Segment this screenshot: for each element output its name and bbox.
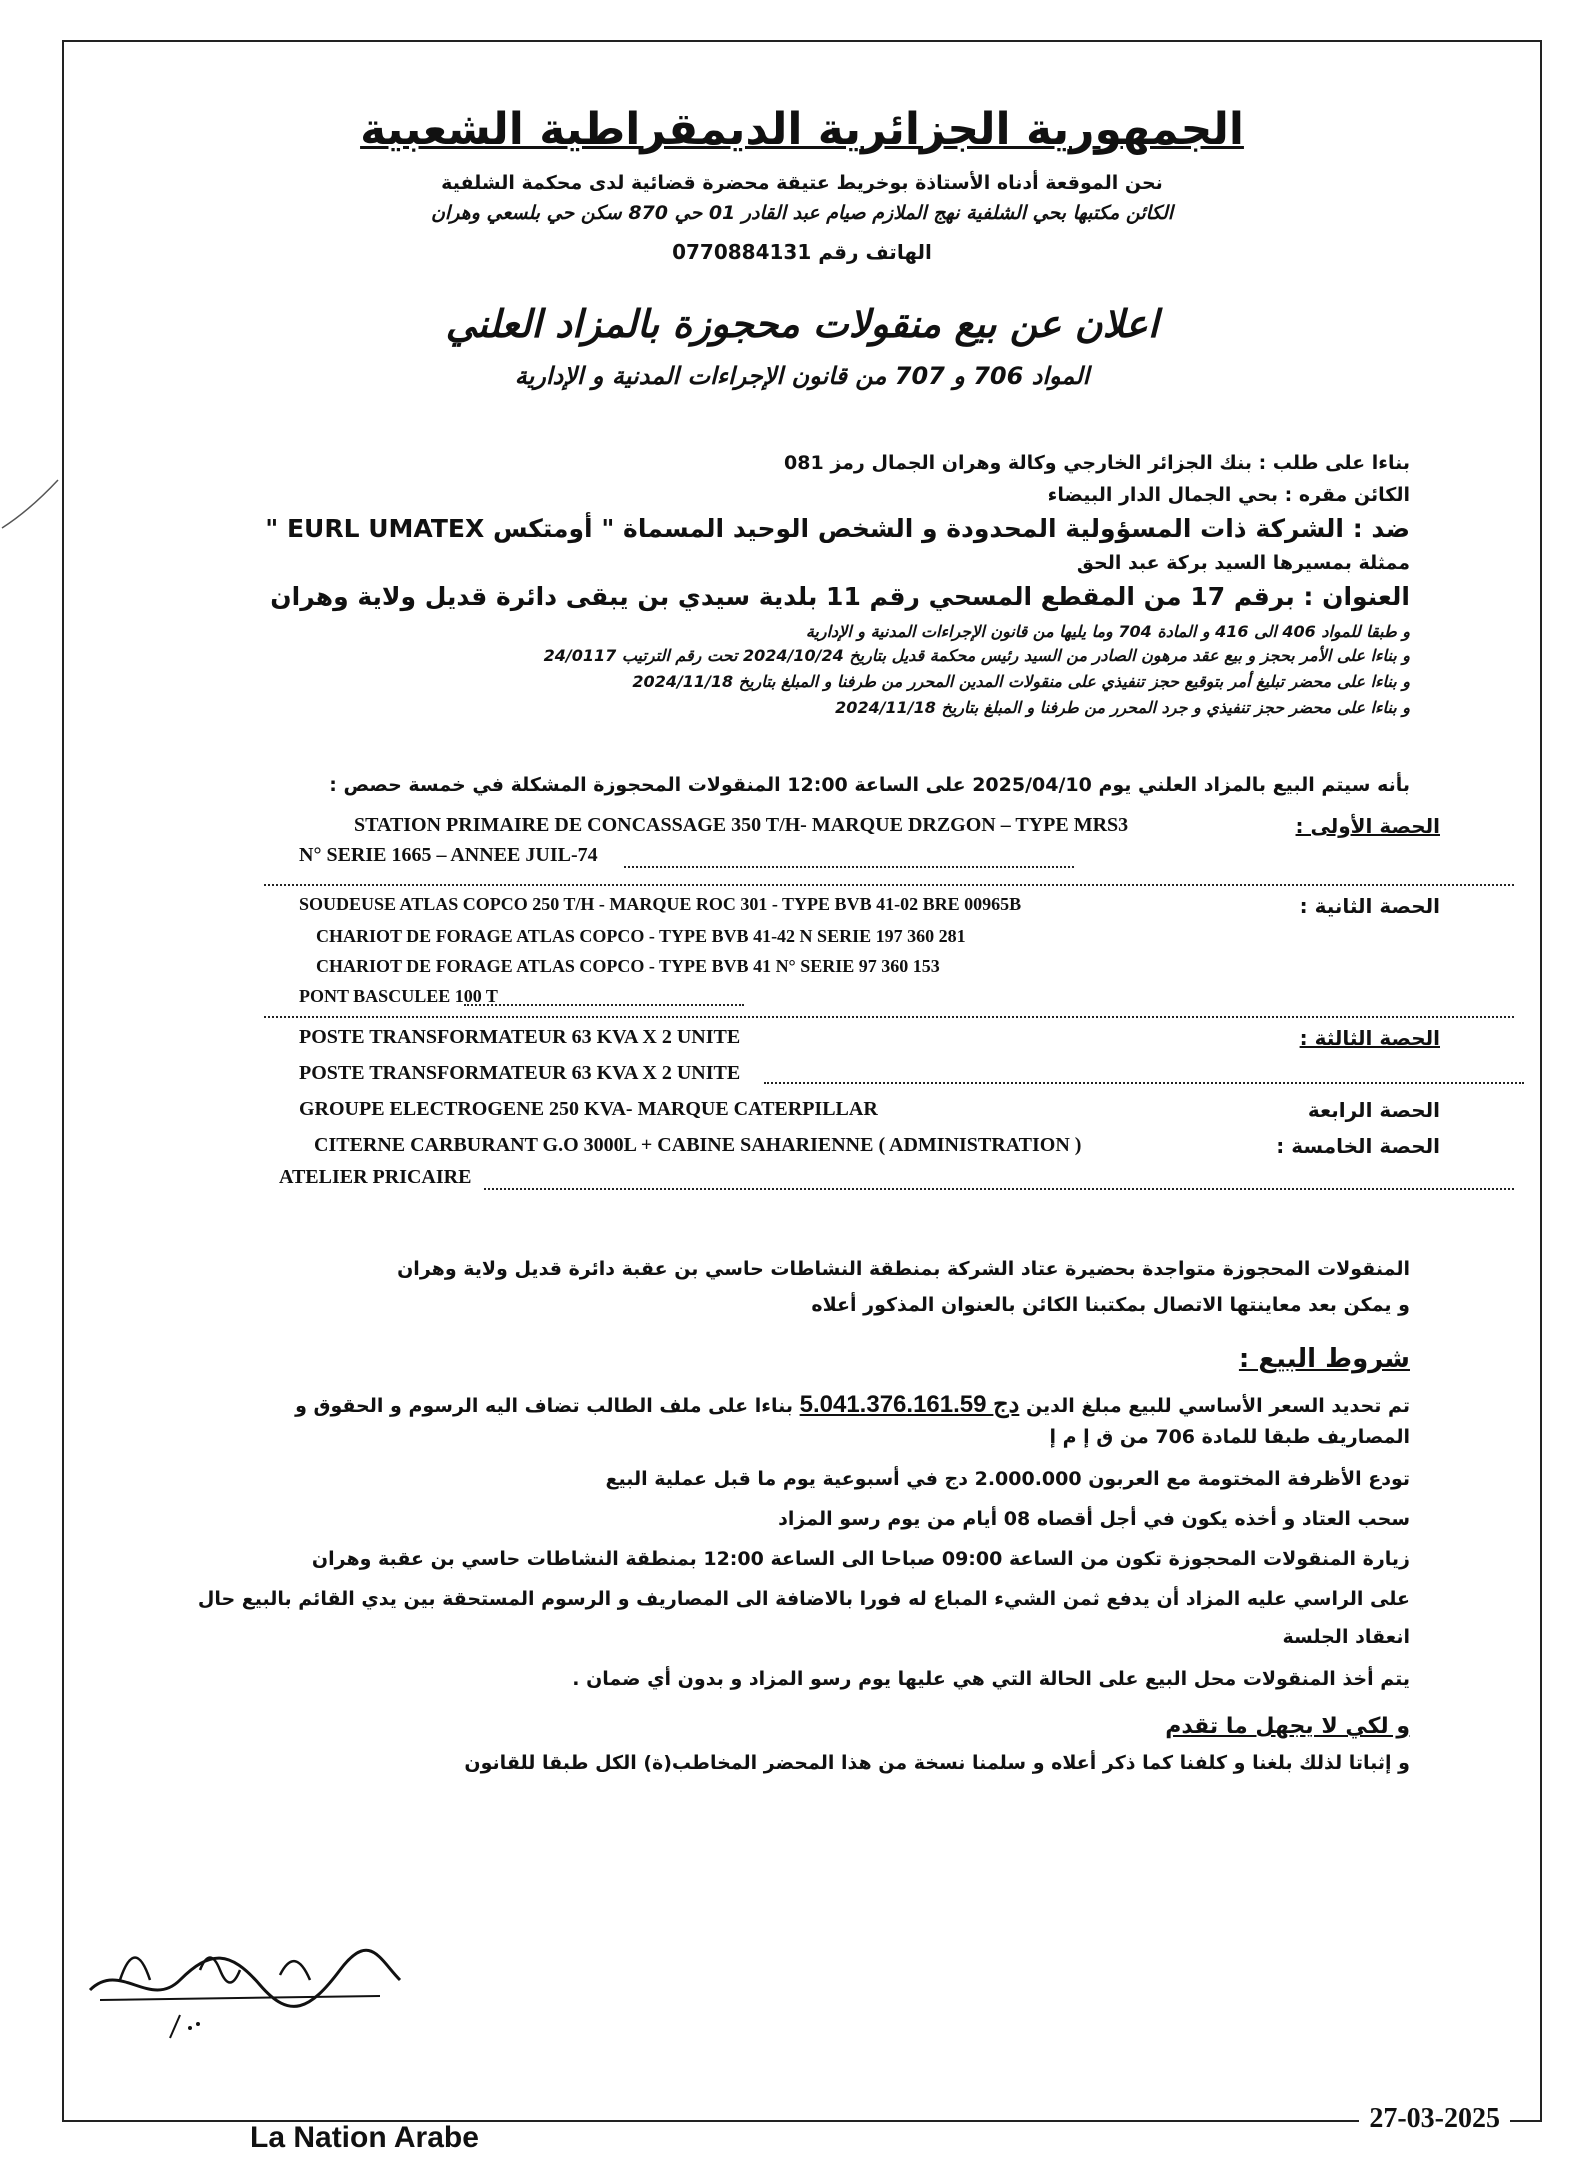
as-is-condition: يتم أخذ المنقولات محل البيع على الحالة التي هي عليها يوم رسو المزاد و بدون أي ضمان .	[572, 1668, 1410, 1690]
requester-line: بناءا على طلب : بنك الجزائر الخارجي وكالة وهران الجمال رمز 081	[784, 452, 1410, 474]
document-frame	[62, 40, 1542, 2122]
lot-5-item-2: ATELIER PRICAIRE	[279, 1166, 472, 1188]
price-text-a: تم تحديد السعر الأساسي للبيع مبلغ الدين	[1025, 1395, 1410, 1417]
lot-3-item-2: POSTE TRANSFORMATEUR 63 KVA X 2 UNITE	[299, 1062, 741, 1084]
representative-line: ممثلة بمسيرها السيد بركة عبد الحق	[1076, 552, 1410, 574]
legal-basis-2: و بناءا على الأمر بحجز و بيع عقد مرهون الصادر من السيد رئيس محكمة قديل بتاريخ 2024/10/24 تحت رقم الترتيب 24/0117	[543, 646, 1410, 665]
dotted-leader	[484, 1188, 1514, 1190]
deposit-condition: تودع الأظرفة المختومة مع العربون 2.000.000 دج في أسبوعية يوم ما قبل عملية البيع	[605, 1468, 1410, 1490]
conditions-title: شروط البيع :	[1238, 1344, 1410, 1374]
republic-heading: الجمهورية الجزائرية الديمقراطية الشعبية	[360, 104, 1244, 155]
dotted-leader	[624, 866, 1074, 868]
office-address: الكائن مكتبها بحي الشلفية نهج الملازم صيام عبد القادر 01 حي 870 سكن حي بلسعي وهران	[430, 202, 1174, 224]
closing-text: و إثباتا لذلك بلغنا و كلفنا كما ذكر أعلاه و سلمنا نسخة من هذا المحضر المخاطب(ة) الكل طبقا للقانون	[464, 1752, 1410, 1774]
notice-title: اعلان عن بيع منقولات محجوزة بالمزاد العلني	[445, 302, 1159, 346]
separator-line	[264, 1016, 1514, 1018]
dotted-leader	[464, 1004, 744, 1006]
payment-condition-1: على الراسي عليه المزاد أن يدفع ثمن الشيء المباع له فورا بالاضافة الى المصاريف و الرسوم المستحقة بين يدي القائم بالبيع حال	[197, 1588, 1410, 1610]
margin-scribble	[0, 470, 60, 530]
notice-subtitle: المواد 706 و 707 من قانون الإجراءات المدنية و الإدارية	[514, 362, 1090, 390]
legal-basis-3: و بناءا على محضر تبليغ أمر بتوقيع حجز تنفيذي على منقولات المدين المحرر من طرفنا و المبلغ بتاريخ 2024/11/18	[632, 672, 1410, 691]
withdrawal-condition: سحب العتاد و أخذه يكون في أجل أقصاه 08 أيام من يوم رسو المزاد	[778, 1508, 1410, 1530]
legal-basis-1: و طبقا للمواد 406 الى 416 و المادة 704 وما يليها من قانون الإجراءات المدنية و الإدارية	[805, 622, 1410, 641]
closing-title: و لكي لا يجهل ما تقدم	[1165, 1714, 1410, 1739]
separator-line	[264, 884, 1514, 886]
publication-date: 27-03-2025	[1359, 2103, 1510, 2135]
lot-2-item-1: SOUDEUSE ATLAS COPCO 250 T/H - MARQUE ROC 301 - TYPE BVB 41-02 BRE 00965B	[299, 894, 1022, 914]
lot-2-item-3: CHARIOT DE FORAGE ATLAS COPCO - TYPE BVB 41 N° SERIE 97 360 153	[316, 956, 940, 976]
lot-5-item-1: CITERNE CARBURANT G.O 3000L + CABINE SAHARIENNE ( ADMINISTRATION )	[314, 1134, 1082, 1156]
lot-2-item-4: PONT BASCULEE 100 T	[299, 986, 498, 1006]
address-line: العنوان : برقم 17 من المقطع المسحي رقم 11 بلدية سيدي بن يبقى دائرة قديل ولاية وهران	[270, 582, 1410, 611]
price-line	[154, 1390, 1410, 1419]
lot-2-label: الحصة الثانية :	[1299, 894, 1440, 918]
lot-5-label: الحصة الخامسة :	[1276, 1134, 1440, 1158]
lot-1-item-1: STATION PRIMAIRE DE CONCASSAGE 350 T/H- MARQUE DRZGON – TYPE MRS3	[354, 814, 1129, 836]
debtor-line: ضد : الشركة ذات المسؤولية المحدودة و الشخص الوحيد المسماة " أومتكس EURL UMATEX "	[265, 514, 1410, 543]
phone-line: الهاتف رقم 0770884131	[672, 240, 932, 264]
lot-3-item-1: POSTE TRANSFORMATEUR 63 KVA X 2 UNITE	[299, 1026, 741, 1048]
location-line-2: و يمكن بعد معاينتها الاتصال بمكتبنا الكائن بالعنوان المذكور أعلاه	[811, 1294, 1410, 1316]
price-text-b: بناءا على ملف الطالب تضاف اليه الرسوم و الحقوق و	[295, 1395, 793, 1417]
sale-intro: بأنه سيتم البيع بالمزاد العلني يوم 2025/04/10 على الساعة 12:00 المنقولات المحجوزة المشكلة في خمسة حصص :	[329, 774, 1410, 796]
legal-basis-4: و بناءا على محضر حجز تنفيذي و جرد المحرر من طرفنا و المبلغ بتاريخ 2024/11/18	[835, 698, 1410, 717]
lot-2-item-2: CHARIOT DE FORAGE ATLAS COPCO - TYPE BVB 41-42 N SERIE 197 360 281	[316, 926, 966, 946]
bailiff-line: نحن الموقعة أدناه الأستاذة بوخريط عتيقة محضرة قضائية لدى محكمة الشلفية	[441, 172, 1163, 194]
handwritten-signature	[80, 1920, 410, 2040]
payment-condition-2: انعقاد الجلسة	[1282, 1626, 1410, 1648]
visit-condition: زيارة المنقولات المحجوزة تكون من الساعة 09:00 صباحا الى الساعة 12:00 بمنطقة النشاطات حاسي بن عقبة وهران	[311, 1548, 1410, 1570]
dotted-leader	[764, 1082, 1524, 1084]
location-line-1: المنقولات المحجوزة متواجدة بحضيرة عتاد الشركة بمنطقة النشاطات حاسي بن عقبة دائرة قديل ولاية وهران	[397, 1258, 1410, 1280]
lot-1-item-2: N° SERIE 1665 – ANNEE JUIL-74	[299, 844, 598, 866]
price-line-c: المصاريف طبقا للمادة 706 من ق إ م إ	[1049, 1426, 1410, 1448]
seat-line: الكائن مقره : بحي الجمال الدار البيضاء	[1047, 484, 1410, 506]
lot-4-label: الحصة الرابعة	[1307, 1098, 1440, 1122]
lot-3-label: الحصة الثالثة :	[1299, 1026, 1440, 1050]
publication-name: La Nation Arabe	[240, 2122, 489, 2154]
lot-1-label: الحصة الأولى :	[1295, 814, 1440, 838]
lot-4-item-1: GROUPE ELECTROGENE 250 KVA- MARQUE CATERPILLAR	[299, 1098, 878, 1120]
base-price-value: 5.041.376.161.59 دج	[799, 1391, 1020, 1418]
